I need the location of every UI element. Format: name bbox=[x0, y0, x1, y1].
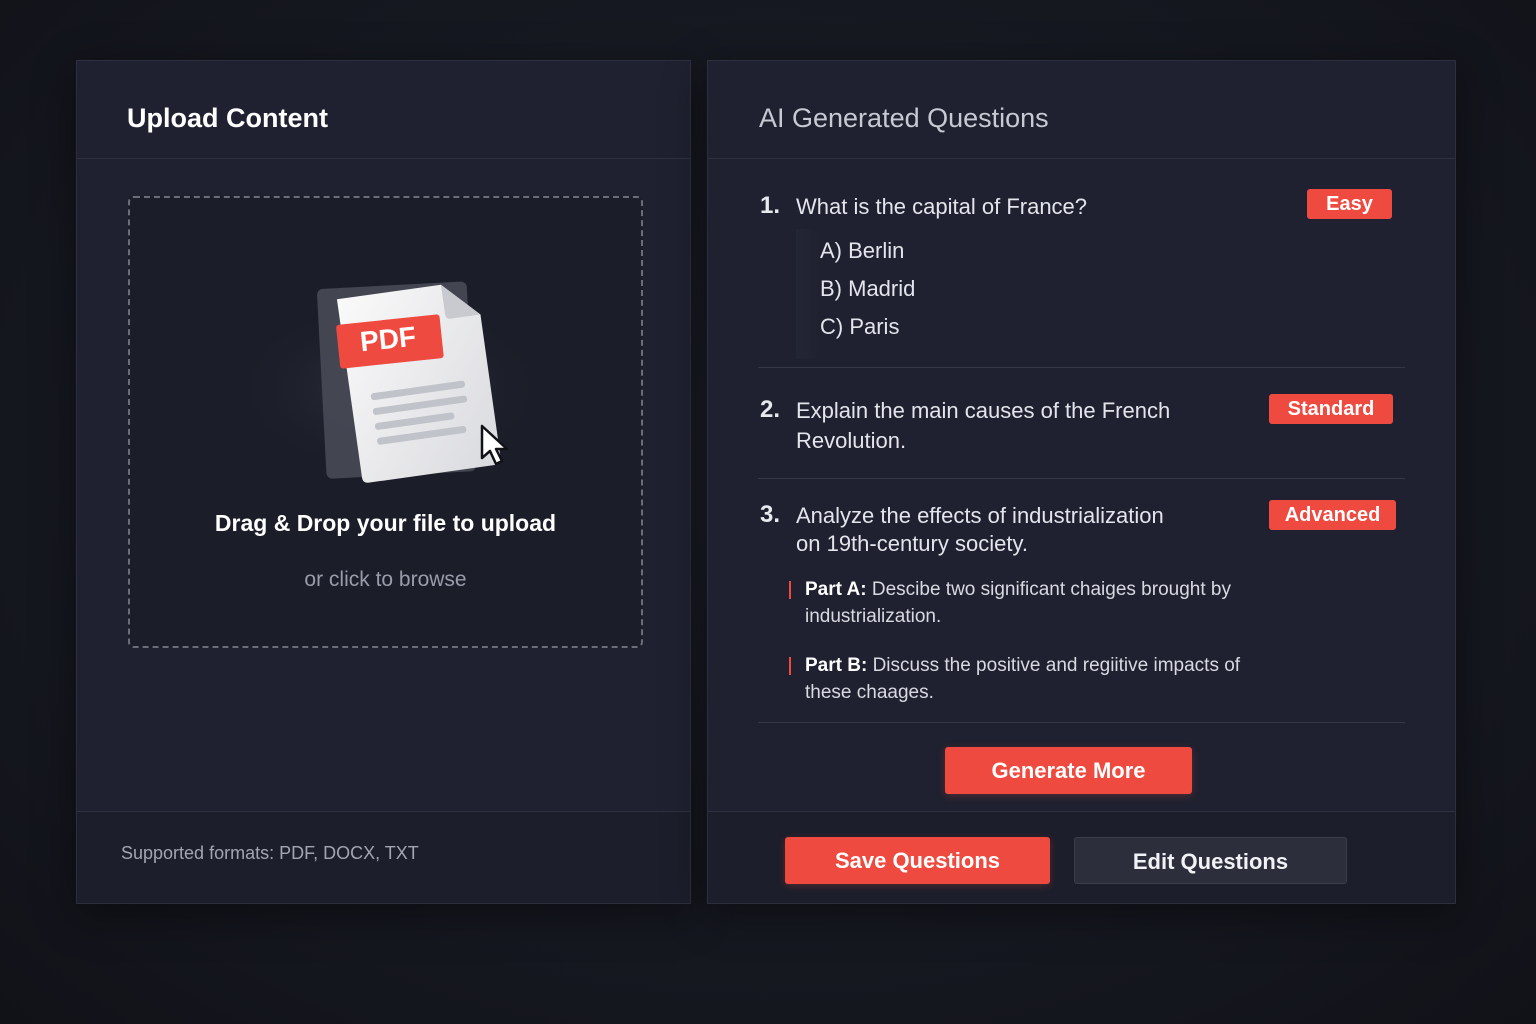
answer-option[interactable]: A) Berlin bbox=[820, 238, 905, 263]
part-text: Discuss the positive and regiitive impacts of these chaages. bbox=[805, 655, 1241, 703]
questions-panel-header bbox=[708, 61, 1455, 159]
dropzone-instruction: Drag & Drop your file to upload bbox=[214, 510, 557, 536]
questions-panel-title: AI Generated Questions bbox=[759, 103, 1049, 133]
questions-panel bbox=[707, 60, 1456, 904]
sub-question-part-b bbox=[789, 652, 1289, 708]
answer-option[interactable]: B) Madrid bbox=[820, 276, 916, 301]
difficulty-badge-standard: Standard bbox=[1269, 394, 1393, 424]
question-divider bbox=[758, 478, 1405, 479]
question-text-line: on 19th-century society. bbox=[796, 531, 1028, 556]
part-label: Part A: bbox=[805, 579, 867, 600]
question-divider bbox=[758, 722, 1405, 723]
upload-panel bbox=[76, 60, 691, 904]
supported-formats-text: Supported formats: PDF, DOCX, TXT bbox=[121, 843, 419, 863]
browse-link[interactable]: or click to browse bbox=[304, 568, 467, 591]
answer-option[interactable]: C) Paris bbox=[820, 314, 900, 339]
file-dropzone[interactable] bbox=[128, 196, 643, 648]
upload-panel-title: Upload Content bbox=[127, 103, 328, 133]
part-accent-bar bbox=[789, 657, 791, 675]
question-number: 3. bbox=[760, 501, 781, 528]
cursor-pointer-icon bbox=[482, 426, 508, 464]
pdf-badge-label: PDF bbox=[358, 320, 418, 358]
part-accent-bar bbox=[789, 581, 791, 599]
part-text: Descibe two significant chaiges brought by industrialization. bbox=[805, 579, 1231, 627]
question-number: 2. bbox=[760, 396, 781, 423]
difficulty-badge-easy: Easy bbox=[1307, 189, 1392, 219]
edit-questions-button[interactable]: Edit Questions bbox=[1074, 837, 1347, 884]
generate-more-button[interactable]: Generate More bbox=[945, 747, 1192, 794]
question-text-line: Explain the main causes of the French bbox=[796, 398, 1171, 423]
question-text-line: Revolution. bbox=[796, 428, 907, 453]
sub-question-part-a bbox=[789, 576, 1289, 632]
answer-options bbox=[796, 229, 1096, 359]
question-number: 1. bbox=[760, 192, 781, 219]
question-text: What is the capital of France? bbox=[796, 194, 1088, 219]
questions-panel-footer bbox=[708, 811, 1455, 903]
pdf-file-icon bbox=[230, 268, 550, 488]
question-text-line: Analyze the effects of industrialization bbox=[796, 503, 1164, 528]
upload-panel-header bbox=[77, 61, 690, 159]
part-label: Part B: bbox=[805, 655, 868, 676]
question-divider bbox=[758, 367, 1405, 368]
difficulty-badge-advanced: Advanced bbox=[1269, 500, 1396, 530]
save-questions-button[interactable]: Save Questions bbox=[785, 837, 1050, 884]
upload-panel-footer bbox=[77, 811, 690, 903]
